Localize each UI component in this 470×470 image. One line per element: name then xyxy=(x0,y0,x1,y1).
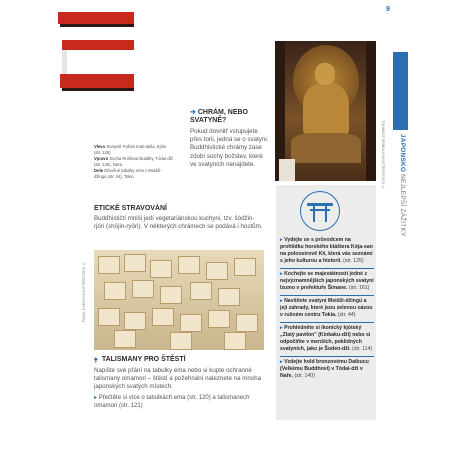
caption-left: Vlevo Svatyně Fušimi Inari-taiša, Kjóto (str. 126) xyxy=(94,144,167,155)
torii-gate-icon-post xyxy=(325,206,327,222)
triangle-bullet-icon: ▸ xyxy=(94,394,98,401)
chapter-tab xyxy=(393,52,408,130)
list-item: ▸ Vydejte se s průvodcem na prohlídku horského kláštera Kója-san na poloostrově Kii, která vás seznámí s jeho kulturou a historií. (str. 125) xyxy=(280,235,374,269)
section-body: Pokud dovnitř vstupujete přes torii, jedná se o svatyni. Buddhistické chrámy zase zdobí sochy božstev, které ve svatyních nenajdete. xyxy=(190,128,269,168)
triangle-bullet-icon: ▸ xyxy=(280,359,283,365)
statue-head xyxy=(315,63,335,85)
ema-tablet xyxy=(114,330,136,348)
torii-photo xyxy=(48,0,134,110)
temple-or-shrine-section xyxy=(190,109,270,169)
caption-right: Vpravo Socha Ruršana Buddhy, Tódai-dži (str. 140), Nara xyxy=(94,156,173,167)
ema-tablet xyxy=(104,282,126,300)
torii-beam xyxy=(58,12,134,24)
ema-tablet xyxy=(124,312,146,330)
cross-reference: ▸ Přečtěte si více o tabulkách ema (str. 120) a talismanech omamori (str. 121) xyxy=(94,394,250,409)
statue-lotus-base xyxy=(291,133,361,163)
temple-pillar xyxy=(366,41,376,181)
ema-tablet xyxy=(178,256,200,274)
list-item: ▸ Kochejte se majestátností jedné z nejvýznamnějších japonských svatyní Izumo v prefektuře Šimane. (str. 161) xyxy=(280,269,374,296)
section-heading: ETICKÉ STRAVOVÁNÍ xyxy=(94,205,167,212)
torii-gate-icon-post xyxy=(313,206,315,222)
ema-tablet xyxy=(98,256,120,274)
highlights-list xyxy=(280,235,374,383)
ema-tablet xyxy=(224,332,246,350)
ema-tablet xyxy=(132,280,154,298)
ema-tablet xyxy=(206,262,228,280)
ema-tablet xyxy=(180,314,202,332)
ema-tablet xyxy=(98,308,120,326)
page-number: 9 xyxy=(386,6,390,13)
ema-tablet xyxy=(170,332,192,350)
ema-tablet xyxy=(152,308,174,326)
torii-shadow xyxy=(60,24,134,27)
photo-credit: TOOMASZ PRIBULA/SHUTTERSTOCK © xyxy=(381,120,385,190)
chapter-title: JAPONSKO NEJLEPŠÍ ZÁŽITKY xyxy=(399,134,406,237)
lucky-charms-section xyxy=(94,356,270,410)
highlights-sidebar xyxy=(276,185,376,420)
arrow-right-icon: ➔ xyxy=(190,109,196,116)
ema-tablet xyxy=(124,254,146,272)
ema-tablet xyxy=(234,258,256,276)
ethical-dining-section xyxy=(94,205,264,231)
list-item: ▸ Navštivte svatyni Meidži-džingú a její zahrady, které jsou zelenou oázou v rušném centru Tokia. (str. 44) xyxy=(280,296,374,323)
list-item: ▸ Prohlédněte si ikonický kjótský „Zlatý pavilon" (Kinkaku-dži) nebo si odpočiňte v menších, poklidných svatyních, jako je Šoden-dži. (str. 114) xyxy=(280,323,374,357)
ema-tablet xyxy=(236,314,258,332)
torii-shadow xyxy=(62,88,134,91)
ema-tablet xyxy=(218,288,240,306)
photo-credit: PAVEL KAPISH/SHUTTERSTOCK © xyxy=(82,261,86,322)
photo-captions xyxy=(94,144,174,180)
torii-post xyxy=(62,50,67,74)
lantern xyxy=(279,159,295,181)
torii-beam xyxy=(62,40,134,50)
section-heading: ➔ CHRÁM, NEBO SVATYNĚ? xyxy=(190,109,248,124)
torii-beam xyxy=(60,74,134,88)
triangle-bullet-icon: ▸ xyxy=(280,298,283,304)
section-body: Napište své přání na tabulky ema nebo si kupte ochranné talismany omamori – štěstí a požehnání naleznete na mnoha japonských svatých místech. xyxy=(94,367,262,391)
section-body: Buddhističtí mniši jedí vegetariánskou kuchyni, tzv. šódžin-rjóri (shōjin-ryōri). V některých chrámech se podává i hostům. xyxy=(94,215,263,231)
ema-tablet xyxy=(150,260,172,278)
arrow-up-icon: ➔ xyxy=(92,357,100,363)
ema-tablets-photo xyxy=(94,250,264,350)
torii-gate-icon xyxy=(300,191,340,231)
statue-body xyxy=(303,83,349,135)
torii-gate-icon-top xyxy=(307,203,333,206)
ema-tablet xyxy=(208,310,230,328)
section-heading: ➔ TALISMANY PRO ŠTĚSTÍ xyxy=(92,356,186,363)
triangle-bullet-icon: ▸ xyxy=(280,325,283,331)
ema-tablet xyxy=(190,282,212,300)
triangle-bullet-icon: ▸ xyxy=(280,237,283,243)
triangle-bullet-icon: ▸ xyxy=(280,271,283,277)
ema-tablet xyxy=(160,286,182,304)
caption-bottom: Dole Dřevěné tabulky ema v Meidži-džingú (str. 44), Tokio xyxy=(94,168,162,179)
buddha-statue-photo xyxy=(275,41,376,181)
list-item: ▸ Vzdejte hold bronzovému Daibucu (Velkému Buddhovi) v Tódai-dži v Naře. (str. 140) xyxy=(280,359,369,379)
